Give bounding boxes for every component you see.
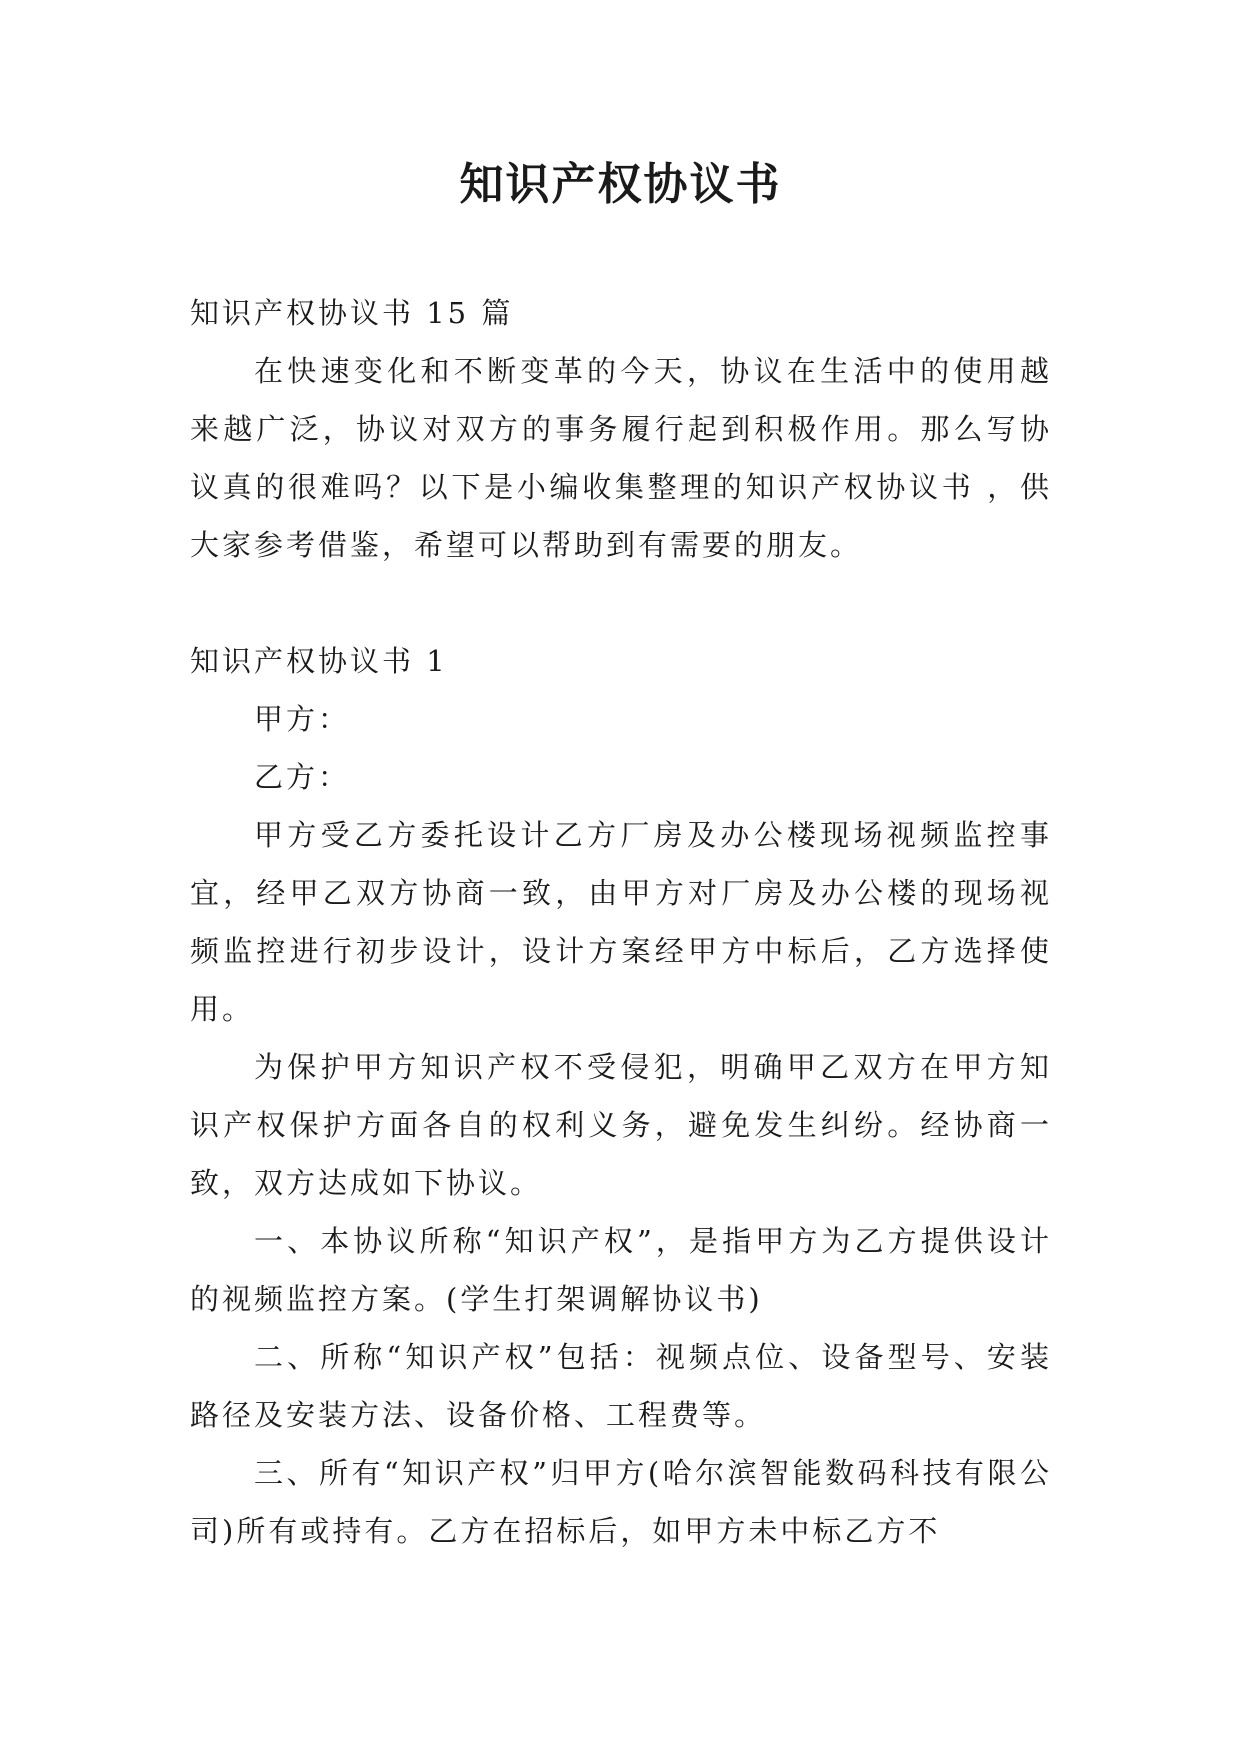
document-body (190, 284, 1052, 1560)
body-paragraph: 为保护甲方知识产权不受侵犯，明确甲乙双方在甲方知识产权保护方面各自的权利义务，避免发生纠纷。经协商一致，双方达成如下协议。 (190, 1050, 1052, 1200)
party-b-line: 乙方： (254, 760, 351, 794)
body-paragraph: 甲方受乙方委托设计乙方厂房及办公楼现场视频监控事宜，经甲乙双方协商一致，由甲方对厂房及办公楼的现场视频监控进行初步设计，设计方案经甲方中标后，乙方选择使用。 (190, 818, 1052, 1026)
clause-paragraph: 二、所称“知识产权”包括：视频点位、设备型号、安装路径及安装方法、设备价格、工程费等。 (190, 1340, 1052, 1432)
clause-paragraph: 三、所有“知识产权”归甲方(哈尔滨智能数码科技有限公司)所有或持有。乙方在招标后，如甲方未中标乙方不 (190, 1456, 1052, 1548)
section-heading: 知识产权协议书 1 (190, 644, 448, 678)
intro-paragraph: 在快速变化和不断变革的今天，协议在生活中的使用越来越广泛，协议对双方的事务履行起到积极作用。那么写协议真的很难吗？以下是小编收集整理的知识产权协议书 ，供大家参考借鉴，希望可以帮助到有需要的朋友。 (190, 354, 1052, 562)
document-subtitle: 知识产权协议书 15 篇 (190, 296, 514, 330)
clause-paragraph: 一、本协议所称“知识产权”，是指甲方为乙方提供设计的视频监控方案。(学生打架调解协议书) (190, 1224, 1052, 1316)
document-title: 知识产权协议书 (459, 159, 782, 210)
section-spacer (190, 574, 1052, 632)
party-a-line: 甲方： (254, 702, 351, 736)
